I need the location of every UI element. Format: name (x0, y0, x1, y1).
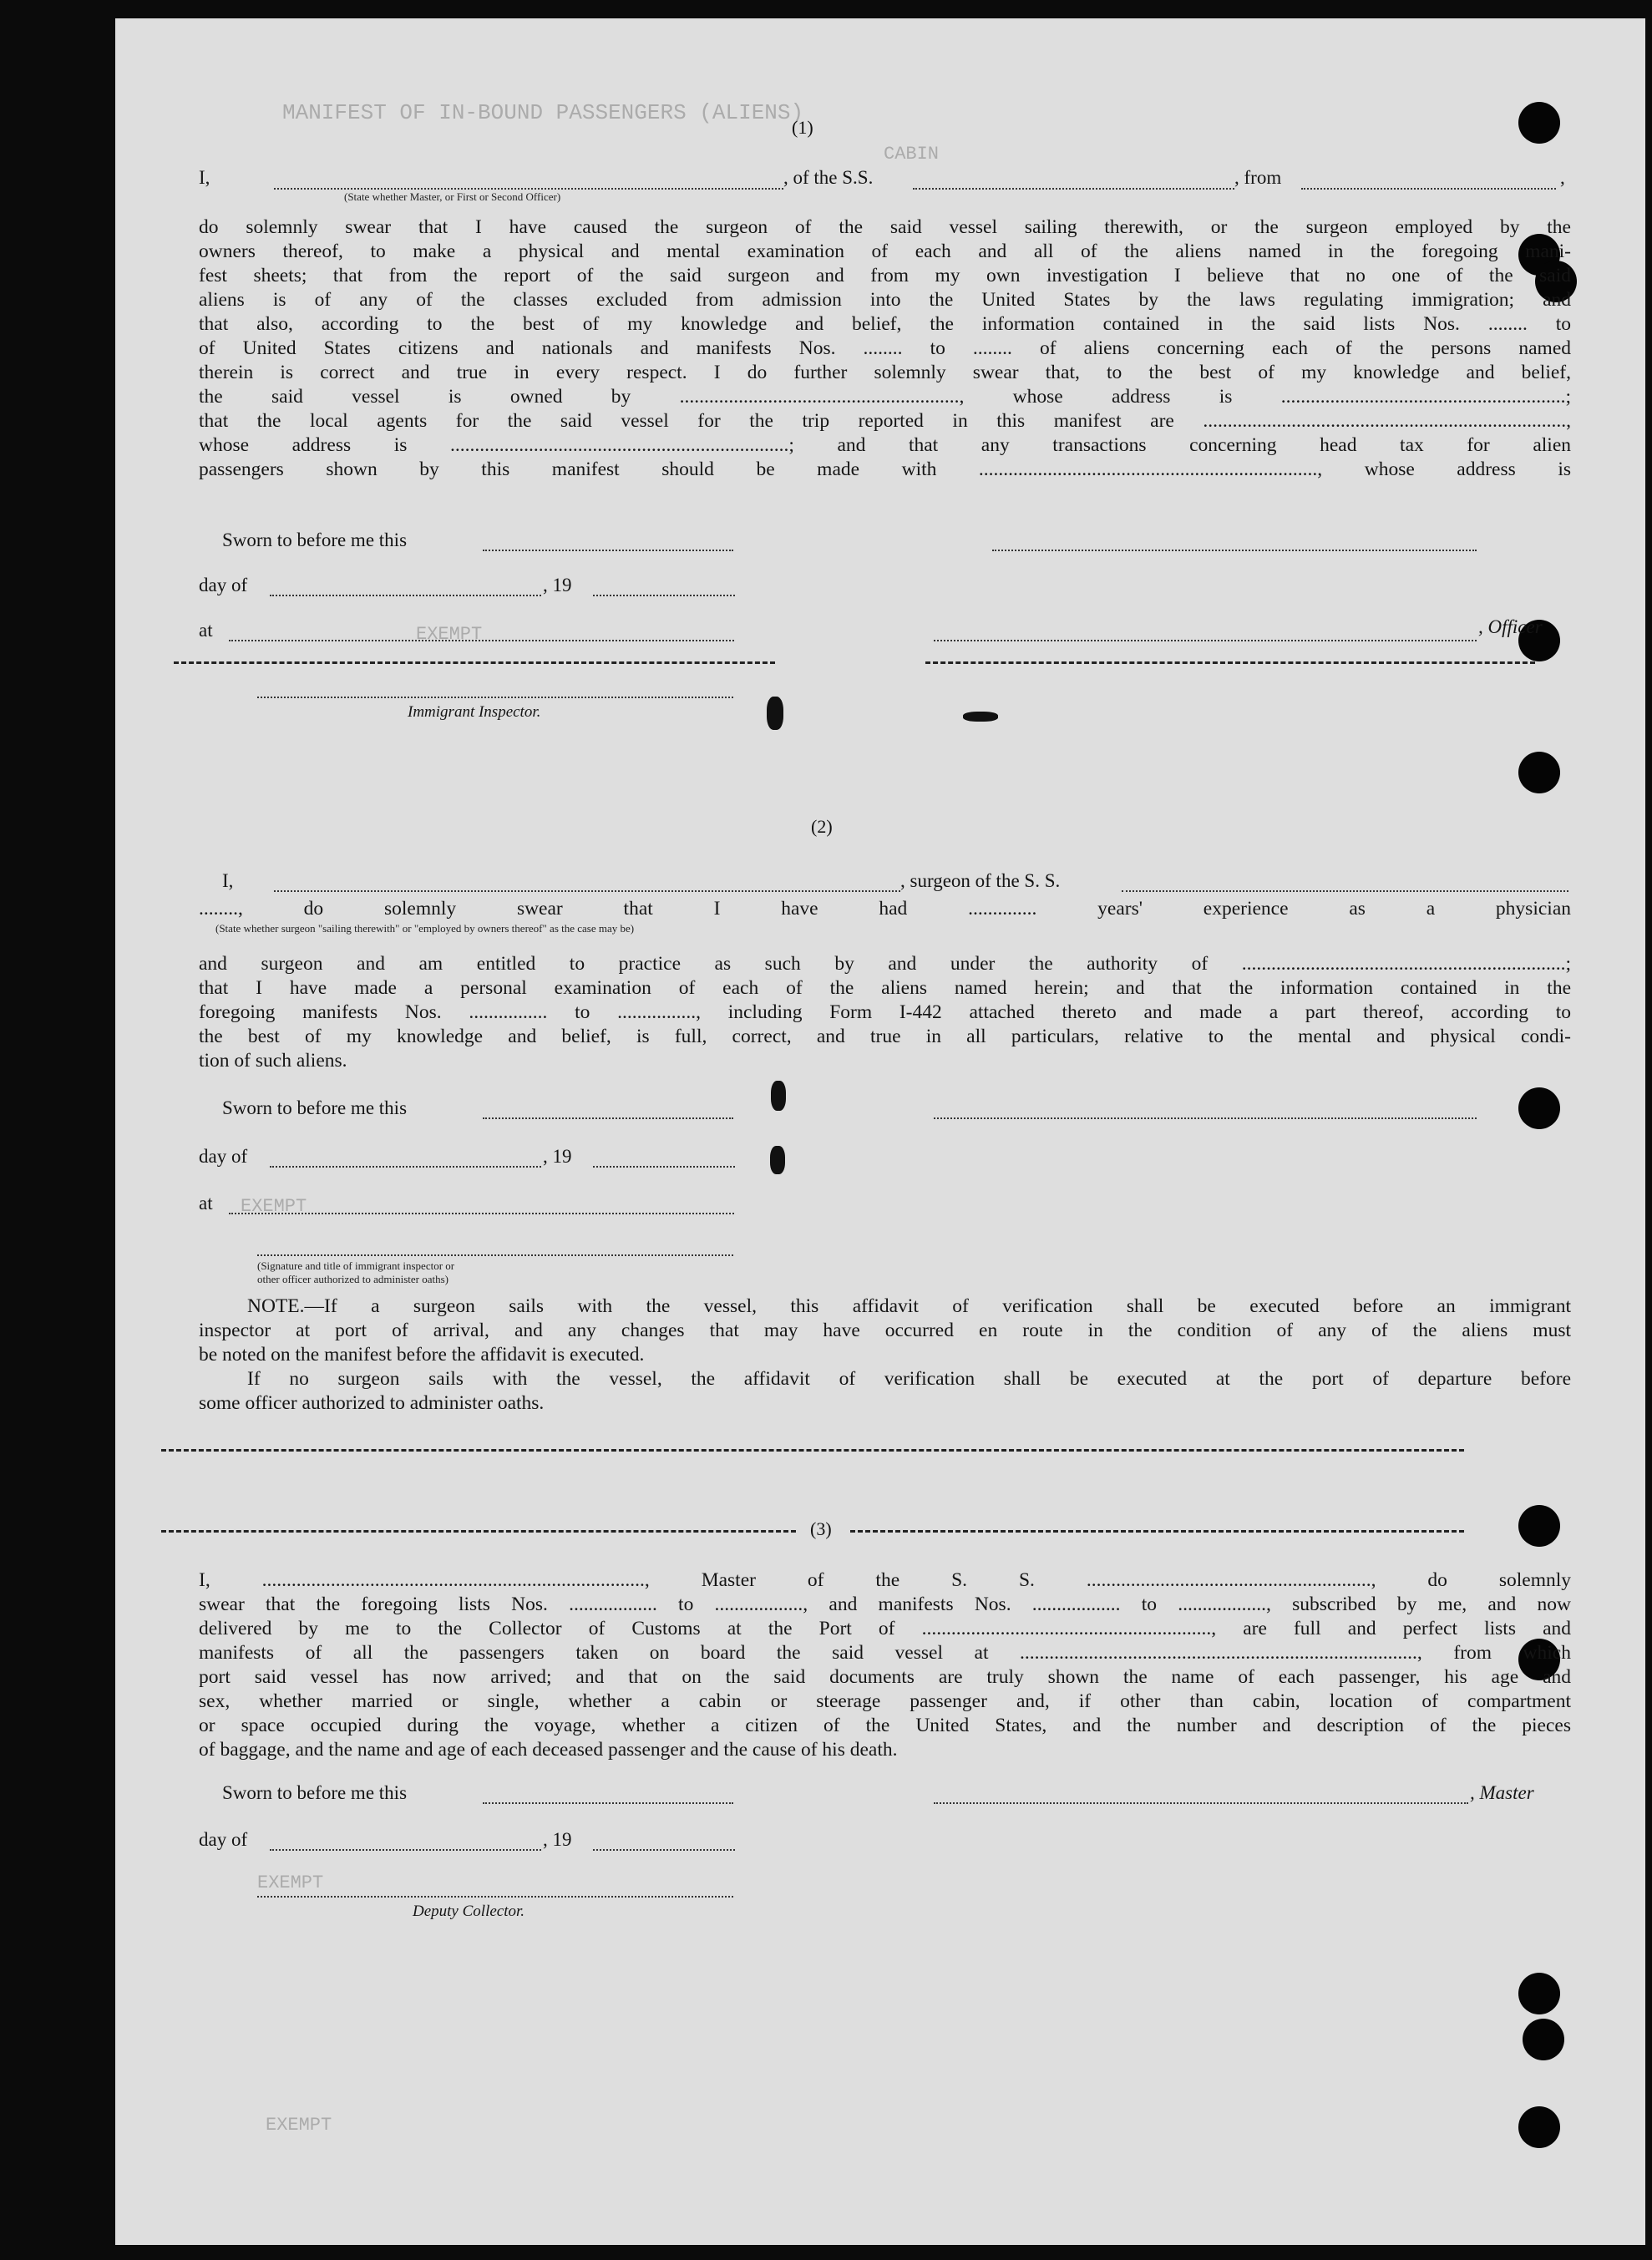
day-of-field[interactable] (270, 1849, 541, 1851)
affidavit1-line: that the local agents for the said vessel for the trip reported in this manifest are .........................................................................., (199, 410, 1571, 432)
section-divider (161, 1449, 1464, 1452)
section-divider (161, 1530, 796, 1533)
affidavit1-line: fest sheets; that from the report of the said surgeon and from my own investigation I believe that no one of the said (199, 265, 1571, 286)
affidavit2-i: I, (222, 870, 234, 891)
affidavit2-at: at (199, 1193, 213, 1214)
collector-signature-field[interactable] (257, 1896, 733, 1898)
deputy-collector-label: Deputy Collector. (413, 1903, 525, 1920)
affidavit2-day-of: day of (199, 1146, 248, 1167)
affidavit1-sworn: Sworn to before me this (222, 530, 408, 550)
section-divider (174, 661, 775, 664)
affidavit1-of-ss: , of the S.S. (783, 167, 874, 188)
affidavit2-line: foregoing manifests Nos. ................ to ................, including Form I-442 attached thereto and made a part thereof, according to (199, 1001, 1571, 1023)
section-divider (850, 1530, 1464, 1533)
inspector-signature-field[interactable] (257, 697, 733, 698)
punch-hole (1518, 102, 1560, 144)
manifest-page (115, 18, 1645, 2245)
bleed-header: MANIFEST OF IN-BOUND PASSENGERS (ALIENS) (282, 100, 804, 125)
surgeon-note (199, 1295, 1571, 1416)
affidavit3-line: or space occupied during the voyage, whether a citizen of the United States, and the number and description of the pieces (199, 1715, 1571, 1736)
affidavit3-number: (3) (810, 1518, 832, 1539)
affidavit3-body (199, 1568, 1571, 1762)
affidavit1-line: aliens is of any of the classes excluded from admission into the United States by the laws regulating immigration; and (199, 289, 1571, 311)
affidavit2-line: tion of such aliens. (199, 1050, 347, 1072)
affidavit3-line: sex, whether married or single, whether a cabin or steerage passenger and, if other than cabin, location of compartment (199, 1690, 1571, 1712)
master-signature-field[interactable] (934, 1802, 1468, 1804)
affidavit1-line: owners thereof, to make a physical and mental examination of each and all of the aliens named in the foregoing mani- (199, 241, 1571, 262)
surgeon-vessel-field[interactable] (1122, 890, 1568, 892)
punch-hole (1518, 1087, 1560, 1129)
affidavit1-line: passengers shown by this manifest should be made with ....................................................................., whose address is (199, 459, 1571, 480)
affidavit1-at: at (199, 620, 213, 641)
vessel-name-field[interactable] (913, 188, 1234, 190)
surgeon-name-field[interactable] (274, 890, 900, 892)
bleed-exempt-3: EXEMPT (257, 1872, 324, 1893)
note-line: inspector at port of arrival, and any changes that may have occurred en route in the condition of any of the aliens must (199, 1320, 1571, 1341)
affidavit1-from: , from (1234, 167, 1282, 188)
sworn-date-field[interactable] (483, 1117, 733, 1119)
punch-hole (1518, 2106, 1560, 2148)
affidavit1-number: (1) (792, 117, 813, 138)
affidavit1-line: the said vessel is owned by ........................................................., whose address is ..........................................................; (199, 386, 1571, 408)
affidavit3-master: , Master (1470, 1782, 1534, 1803)
immigrant-inspector-label: Immigrant Inspector. (408, 703, 541, 721)
affidavit3-day-of: day of (199, 1829, 248, 1850)
affidavit2-sig-note-1: (Signature and title of immigrant inspector or (257, 1259, 455, 1272)
affidavit2-body (199, 952, 1571, 1073)
note-line: be noted on the manifest before the affidavit is executed. (199, 1344, 645, 1366)
year-field[interactable] (593, 595, 735, 596)
at-field[interactable] (229, 640, 734, 641)
affidavit2-line: the best of my knowledge and belief, is full, correct, and true in all particulars, relative to the mental and physical condi- (199, 1026, 1571, 1047)
affidavit3-line: delivered by me to the Collector of Customs at the Port of ..........................................................., are full and perfect lists and (199, 1618, 1571, 1639)
affidavit1-opening-note: (State whether Master, or First or Second Officer) (344, 190, 561, 203)
affidavit2-sig-note-2: other officer authorized to administer oaths) (257, 1273, 448, 1285)
affidavit2-number: (2) (811, 816, 833, 837)
note-line: NOTE.—If a surgeon sails with the vessel, this affidavit of verification shall be executed before an immigrant (247, 1295, 1571, 1317)
affidavit3-year: , 19 (543, 1829, 572, 1850)
note-line: If no surgeon sails with the vessel, the affidavit of verification shall be executed at the port of departure before (247, 1368, 1571, 1390)
affidavit1-day-of: day of (199, 575, 248, 595)
affidavit3-sworn: Sworn to before me this (222, 1782, 408, 1803)
affidavit2-line2: ........, do solemnly swear that I have had .............. years' experience as a physician (199, 898, 1571, 920)
affidavit2-line2-note: (State whether surgeon "sailing therewith" or "employed by owners thereof" as the case may be) (215, 922, 635, 935)
affidavit3-line: of baggage, and the name and age of each deceased passenger and the cause of his death. (199, 1739, 898, 1761)
affidavit1-line: therein is correct and true in every respect. I do further solemnly swear that, to the best of my knowledge and belief, (199, 362, 1571, 383)
ink-blot (963, 712, 998, 722)
affidavit1-i: I, (199, 167, 210, 188)
sworn-date-field[interactable] (483, 550, 733, 551)
affidavit2-line: that I have made a personal examination of each of the aliens named herein; and that the information contained in the (199, 977, 1571, 999)
punch-hole (1518, 1973, 1560, 2014)
affidavit2-sworn: Sworn to before me this (222, 1097, 408, 1118)
master-name-field[interactable] (274, 188, 783, 190)
affidavit1-year: , 19 (543, 575, 572, 595)
section-divider (925, 661, 1535, 664)
ink-blot (771, 1081, 786, 1111)
affidavit3-line: manifests of all the passengers taken on board the said vessel at ................................................................................., from which (199, 1642, 1571, 1664)
affidavit1-officer: , Officer (1478, 616, 1543, 637)
bleed-exempt-4: EXEMPT (266, 2115, 332, 2136)
affidavit3-line: I, .............................................................................., Master of the S. S. .........................................................., do solemnly (199, 1569, 1571, 1591)
note-line: some officer authorized to administer oaths. (199, 1392, 545, 1414)
bleed-cabin: CABIN (884, 144, 940, 165)
sworn-date-field[interactable] (483, 1802, 733, 1804)
affidavit3-line: swear that the foregoing lists Nos. .................. to .................., and manifests Nos. .................. to .................., subscribed by me, and now (199, 1594, 1571, 1615)
year-field[interactable] (593, 1849, 735, 1851)
at-field[interactable] (229, 1213, 734, 1214)
punch-hole (1523, 2019, 1564, 2060)
bleed-exempt-1: EXEMPT (416, 624, 483, 645)
affidavit1-comma: , (1560, 167, 1565, 188)
signature-field[interactable] (934, 1117, 1477, 1119)
punch-hole (1518, 1505, 1560, 1547)
affidavit1-body (199, 215, 1571, 482)
bleed-exempt-2: EXEMPT (241, 1196, 307, 1217)
day-of-field[interactable] (270, 1166, 541, 1168)
affidavit1-line: that also, according to the best of my knowledge and belief, the information contained in the said lists Nos. ........ to (199, 313, 1571, 335)
affidavit1-line: of United States citizens and nationals and manifests Nos. ........ to ........ of aliens concerning each of the persons named (199, 337, 1571, 359)
affidavit2-line: and surgeon and am entitled to practice as such by and under the authority of ..................................................................; (199, 953, 1571, 975)
punch-hole (1518, 752, 1560, 793)
affidavit1-line: whose address is .....................................................................; and that any transactions concerning head tax for alien (199, 434, 1571, 456)
inspector-signature-field[interactable] (257, 1254, 733, 1256)
ink-blot (767, 697, 783, 730)
affidavit1-line: do solemnly swear that I have caused the surgeon of the said vessel sailing therewith, or the surgeon employed by the (199, 216, 1571, 238)
officer-field[interactable] (934, 640, 1477, 641)
ink-blot (770, 1146, 785, 1174)
day-of-field[interactable] (270, 595, 541, 596)
year-field[interactable] (593, 1166, 735, 1168)
affidavit2-surgeon: , surgeon of the S. S. (900, 870, 1061, 891)
affidavit2-year: , 19 (543, 1146, 572, 1167)
port-from-field[interactable] (1301, 188, 1556, 190)
affidavit3-line: port said vessel has now arrived; and that on the said documents are truly shown the name of each passenger, his age and (199, 1666, 1571, 1688)
officer-signature-field[interactable] (992, 550, 1477, 551)
